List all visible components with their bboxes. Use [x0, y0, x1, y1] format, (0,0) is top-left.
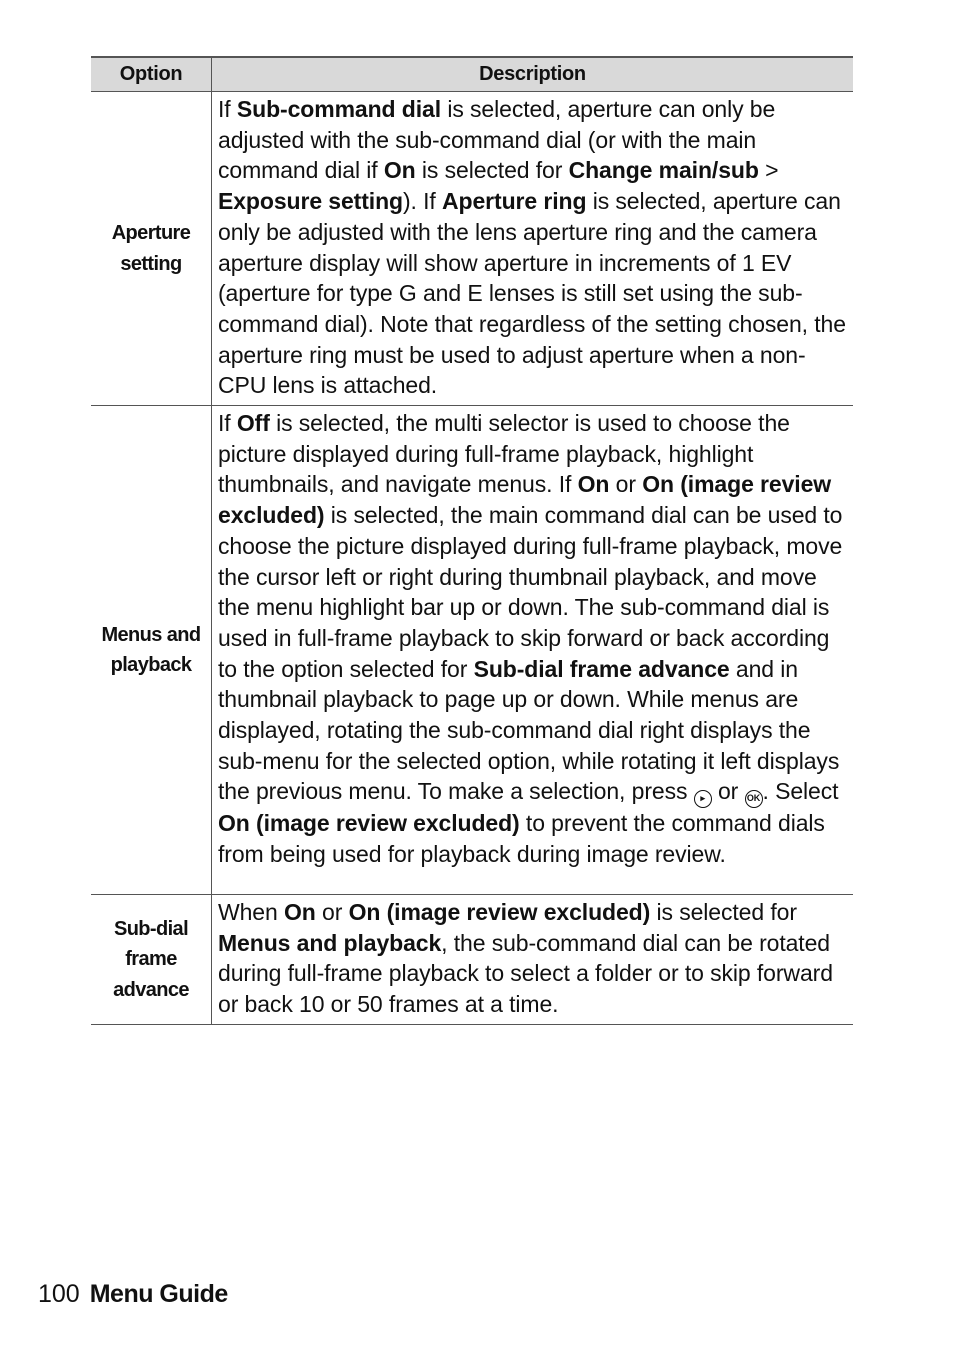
- emphasis-text: On (image review excluded): [218, 471, 832, 529]
- emphasis-text: On: [283, 899, 316, 926]
- emphasis-text: On: [383, 157, 416, 184]
- page-number: 100: [38, 1280, 80, 1308]
- emphasis-text: On (image review excluded): [218, 810, 520, 837]
- description-cell: [212, 92, 854, 406]
- description-text: and in thumbnail playback to page up or down. While menus are displayed, rotating the sub-command dial right displays the sub-menu for the selected option, while rotating it left displays the previous menu. To make a selection, press: [218, 655, 840, 805]
- description-text: ). If: [403, 188, 443, 215]
- description-text: >: [758, 157, 779, 184]
- emphasis-text: On (image review excluded): [348, 899, 651, 926]
- description-text: If: [218, 410, 237, 437]
- description-text: When: [218, 899, 284, 926]
- option-name-cell: [91, 895, 212, 1025]
- multi-selector-right-icon: ▸: [694, 790, 712, 808]
- description-cell: [212, 406, 854, 895]
- option-name-line: frame: [125, 948, 177, 971]
- column-header-description: Description: [212, 57, 854, 92]
- emphasis-text: Off: [236, 410, 270, 437]
- description-text: , the sub-command dial can be rotated during full-frame playback to select a folder or to skip forward or back 10 or 50 frames at a time.: [218, 929, 833, 1018]
- option-name-cell: [91, 406, 212, 895]
- emphasis-text: Sub-command dial: [236, 96, 442, 122]
- description-text: If: [218, 96, 237, 122]
- description-text: or: [711, 778, 745, 805]
- description-text: is selected, the main command dial can be used to choose the picture displayed during full-frame playback, move the cursor left or right during thumbnail playback, and move the menu highlight bar up or down. The sub-command dial is used in full-frame playback to skip forward or back according to the option selected for: [218, 502, 843, 682]
- option-name-line: Aperture: [111, 222, 191, 245]
- description-text: is selected for: [650, 899, 797, 926]
- emphasis-text: On: [577, 471, 610, 498]
- option-name-line: Menus and: [101, 623, 201, 646]
- description-text: to prevent the command dials from being used for playback during image review.: [218, 810, 825, 868]
- description-text: or: [315, 899, 349, 926]
- option-name-line: setting: [120, 252, 182, 275]
- description-cell: [212, 895, 854, 1025]
- column-header-option: Option: [91, 57, 212, 92]
- emphasis-text: Aperture ring: [442, 188, 587, 215]
- emphasis-text: Exposure setting: [218, 188, 403, 215]
- table-row: [91, 406, 853, 895]
- ok-button-icon: OK: [745, 790, 763, 808]
- options-table: [91, 56, 853, 1025]
- description-text: or: [609, 471, 643, 498]
- page-footer: [38, 1278, 228, 1310]
- emphasis-text: Change main/sub: [568, 157, 759, 184]
- description-text: . Select: [762, 778, 839, 805]
- table-row: [91, 92, 853, 406]
- emphasis-text: Sub-dial frame advance: [473, 655, 730, 682]
- option-name-line: advance: [113, 978, 189, 1001]
- option-name-line: playback: [110, 654, 192, 677]
- option-name-cell: [91, 92, 212, 406]
- description-text: is selected, the multi selector is used to choose the picture displayed during full-frame playback, highlight thumbnails, and navigate menus. If: [218, 410, 790, 498]
- description-text: is selected for: [415, 157, 569, 184]
- option-name-line: Sub-dial: [113, 917, 189, 940]
- section-title: Menu Guide: [89, 1280, 228, 1308]
- table-row: [91, 895, 853, 1025]
- description-text: is selected, aperture can only be adjusted with the lens aperture ring and the camera aperture display will show aperture in increments of 1 EV (aperture for type G and E lenses is still set using the sub-command dial). Note that regardless of the setting chosen, the aperture ring must be used to adjust aperture when a non-CPU lens is attached.: [218, 188, 846, 399]
- emphasis-text: Menus and playback: [218, 929, 442, 956]
- description-text: is selected, aperture can only be adjusted with the sub-command dial (or with the main command dial if: [218, 96, 776, 184]
- table-header-row: [91, 57, 853, 92]
